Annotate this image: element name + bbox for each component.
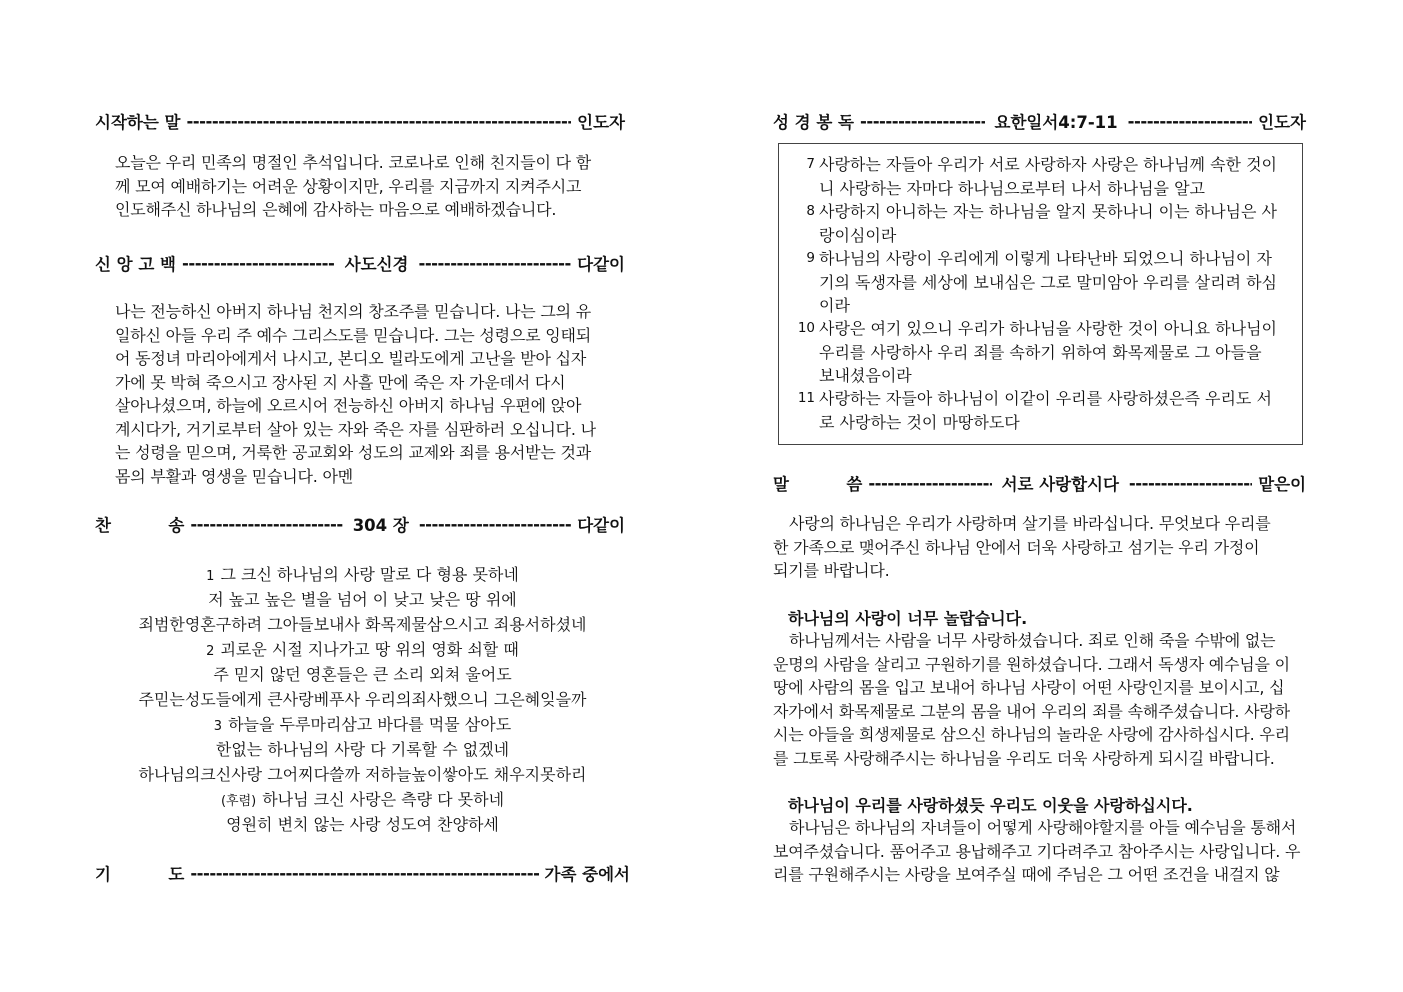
dotted-leader — [419, 515, 571, 534]
sermon-point-1-text — [773, 629, 1306, 770]
text-line: 는 성령을 믿으며, 거룩한 공교회와 성도의 교제와 죄를 용서받는 것과 — [115, 443, 592, 462]
verse-number: 3 — [213, 719, 223, 734]
text-line: 사랑의 하나님은 우리가 사랑하며 살기를 바라십니다. 무엇보다 우리를 — [789, 514, 1271, 533]
scripture-title: 성 경 봉 독 — [773, 113, 854, 132]
sermon-point-1-title: 하나님의 사랑이 너무 놀랍습니다. — [788, 609, 1028, 628]
verse-number: 7 — [806, 156, 815, 172]
lyric-line: 영원히 변치 않는 사랑 성도여 찬양하세 — [226, 815, 499, 834]
dotted-leader — [868, 474, 991, 493]
hymn-leader: 다같이 — [577, 516, 626, 535]
creed-header — [95, 251, 625, 275]
creed-leader: 다같이 — [577, 255, 625, 274]
bible-verse: 10 사랑은 여기 있으니 우리가 하나님을 사랑한 것이 아니요 하나님이 우리를 사랑하사 우리 죄를 속하기 위하여 화목제물로 그 아들을 보내셨음이라 — [789, 317, 1289, 388]
scripture-reference: 요한일서4:7-11 — [994, 113, 1118, 132]
lyric-line: 1 그 크신 하나님의 사랑 말로 다 형용 못하네 — [206, 565, 519, 584]
text-line: 하나님은 하나님의 자녀들이 어떻게 사랑해야할지를 아들 예수님을 통해서 — [789, 818, 1297, 837]
opening-text — [115, 151, 610, 222]
text-line: 보여주셨습니다. 품어주고 용납해주고 기다려주고 참아주시는 사랑입니다. 우 — [773, 841, 1301, 861]
lyric-line: 2 괴로운 시절 지나가고 땅 위의 영화 쇠할 때 — [206, 640, 519, 659]
lyric-line: 주 믿지 않던 영혼들은 큰 소리 외쳐 울어도 — [213, 665, 512, 684]
prayer-leader: 가족 중에서 — [544, 865, 630, 884]
sermon-intro — [773, 512, 1306, 583]
opening-leader: 인도자 — [577, 113, 625, 132]
lyric-line: 하나님의크신사랑 그어찌다쓸까 저하늘높이쌓아도 채우지못하리 — [138, 765, 587, 784]
prayer-title: 기 도 — [95, 865, 185, 884]
text-line: 어 동정녀 마리아에게서 나시고, 본디오 빌라도에게 고난을 받아 십자 — [115, 349, 587, 368]
text-line: 를 그토록 사랑해주시는 하나님을 우리도 더욱 사랑하게 되시길 바랍니다. — [773, 748, 1275, 768]
hymn-title: 찬 송 — [95, 516, 185, 535]
sermon-point-2-text — [773, 816, 1306, 887]
text-line: 살아나셨으며, 하늘에 오르시어 전능하신 아버지 하나님 우편에 앉아 — [115, 396, 582, 415]
verse-number: 11 — [797, 390, 815, 406]
sermon-title: 말 씀 — [773, 475, 863, 494]
scripture-box — [778, 143, 1303, 445]
text-line: 나는 전능하신 아버지 하나님 천지의 창조주를 믿습니다. 나는 그의 유 — [115, 302, 592, 321]
bible-verse: 8 사랑하지 아니하는 자는 하나님을 알지 못하나니 이는 하나님은 사 랑이심이라 — [789, 200, 1289, 247]
text-line: 오늘은 우리 민족의 명절인 추석입니다. 코로나로 인해 친지들이 다 함 — [115, 153, 592, 172]
text-line: 가에 못 박혀 죽으시고 장사된 지 사흘 만에 죽은 자 가운데서 다시 — [115, 372, 566, 392]
bible-verse: 7 사랑하는 자들아 우리가 서로 사랑하자 사랑은 하나님께 속한 것이 니 사랑하는 자마다 하나님으로부터 나서 하나님을 알고 — [789, 153, 1289, 200]
lyric-line: 죄범한영혼구하려 그아들보내사 화목제물삼으시고 죄용서하셨네 — [138, 615, 587, 634]
lyric-line: 한없는 하나님의 사랑 다 기록할 수 없겠네 — [215, 740, 510, 759]
refrain-label: (후렴) — [220, 794, 257, 809]
sermon-point-2-title: 하나님이 우리를 사랑하셨듯 우리도 이웃을 사랑하십시다. — [788, 796, 1193, 815]
text-line: 땅에 사람의 몸을 입고 보내어 하나님 사랑이 어떤 사랑인지를 보이시고, 십 — [773, 678, 1285, 697]
verse-number: 9 — [806, 250, 815, 266]
scripture-leader: 인도자 — [1258, 113, 1306, 132]
bible-verse: 11 사랑하는 자들아 하나님이 이같이 우리를 사랑하셨은즉 우리도 서 로 사랑하는 것이 마땅하도다 — [789, 387, 1289, 434]
text-line: 계시다가, 거기로부터 살아 있는 자와 죽은 자를 심판하러 오십니다. 나 — [115, 419, 596, 439]
opening-header — [95, 109, 625, 133]
opening-title: 시작하는 말 — [95, 113, 181, 132]
text-line: 께 모여 예배하기는 어려운 상황이지만, 우리를 지금까지 지켜주시고 — [115, 176, 582, 196]
text-line: 운명의 사람을 살리고 구원하기를 원하셨습니다. 그래서 독생자 예수님을 이 — [773, 654, 1290, 674]
text-line: 한 가족으로 맺어주신 하나님 안에서 더욱 사랑하고 섬기는 우리 가정이 — [773, 537, 1260, 557]
text-line: 일하신 아들 우리 주 예수 그리스도를 믿습니다. 그는 성령으로 잉태되 — [115, 325, 592, 345]
creed-title: 신 앙 고 백 — [95, 255, 176, 274]
hymn-lyrics — [95, 562, 630, 837]
sermon-subject: 서로 사랑합시다 — [1001, 475, 1119, 494]
dotted-leader — [186, 112, 571, 131]
text-line: 되기를 바랍니다. — [773, 561, 890, 580]
verse-number: 2 — [206, 644, 215, 659]
text-line: 몸의 부활과 영생을 믿습니다. 아멘 — [115, 466, 354, 486]
sermon-header — [773, 471, 1306, 495]
lyric-line: 저 높고 높은 별을 넘어 이 낮고 낮은 땅 위에 — [208, 590, 517, 609]
bible-verse: 9 하나님의 사랑이 우리에게 이렇게 나타난바 되었으니 하나님이 자 기의 독생자를 세상에 보내심은 그로 말미암아 우리를 살리려 하심 이라 — [789, 247, 1289, 318]
dotted-leader — [182, 254, 335, 273]
verse-number: 10 — [797, 320, 815, 336]
lyric-line: (후렴) 하나님 크신 사랑은 측량 다 못하네 — [220, 790, 505, 809]
creed-text — [115, 300, 610, 488]
dotted-leader — [860, 112, 985, 131]
lyric-line: 주믿는성도들에게 큰사랑베푸사 우리의죄사했으니 그은혜잊을까 — [138, 690, 587, 709]
lyric-line: 3 하늘을 두루마리삼고 바다를 먹물 삼아도 — [213, 715, 512, 734]
scripture-header — [773, 109, 1306, 133]
dotted-leader — [1128, 112, 1253, 131]
sermon-leader: 맡은이 — [1258, 475, 1307, 494]
creed-middle: 사도신경 — [344, 255, 409, 274]
text-line: 하나님께서는 사람을 너무 사랑하셨습니다. 죄로 인해 죽을 수밖에 없는 — [789, 631, 1276, 650]
text-line: 시는 아들을 희생제물로 삼으신 하나님의 놀라운 사랑에 감사하십시다. 우리 — [773, 725, 1290, 744]
text-line: 리를 구원해주시는 사랑을 보여주실 때에 주님은 그 어떤 조건을 내걸지 않 — [773, 865, 1280, 884]
dotted-leader — [1129, 474, 1252, 493]
dotted-leader — [190, 515, 342, 534]
hymn-header — [95, 512, 625, 536]
verse-number: 1 — [206, 569, 215, 584]
verse-number: 8 — [806, 203, 815, 219]
dotted-leader — [190, 864, 538, 883]
prayer-header — [95, 861, 630, 885]
text-line: 인도해주신 하나님의 은혜에 감사하는 마음으로 예배하겠습니다. — [115, 200, 557, 219]
text-line: 자가에서 화목제물로 그분의 몸을 내어 우리의 죄를 속해주셨습니다. 사랑하 — [773, 701, 1290, 721]
hymn-number: 304 장 — [352, 516, 409, 535]
dotted-leader — [418, 254, 571, 273]
